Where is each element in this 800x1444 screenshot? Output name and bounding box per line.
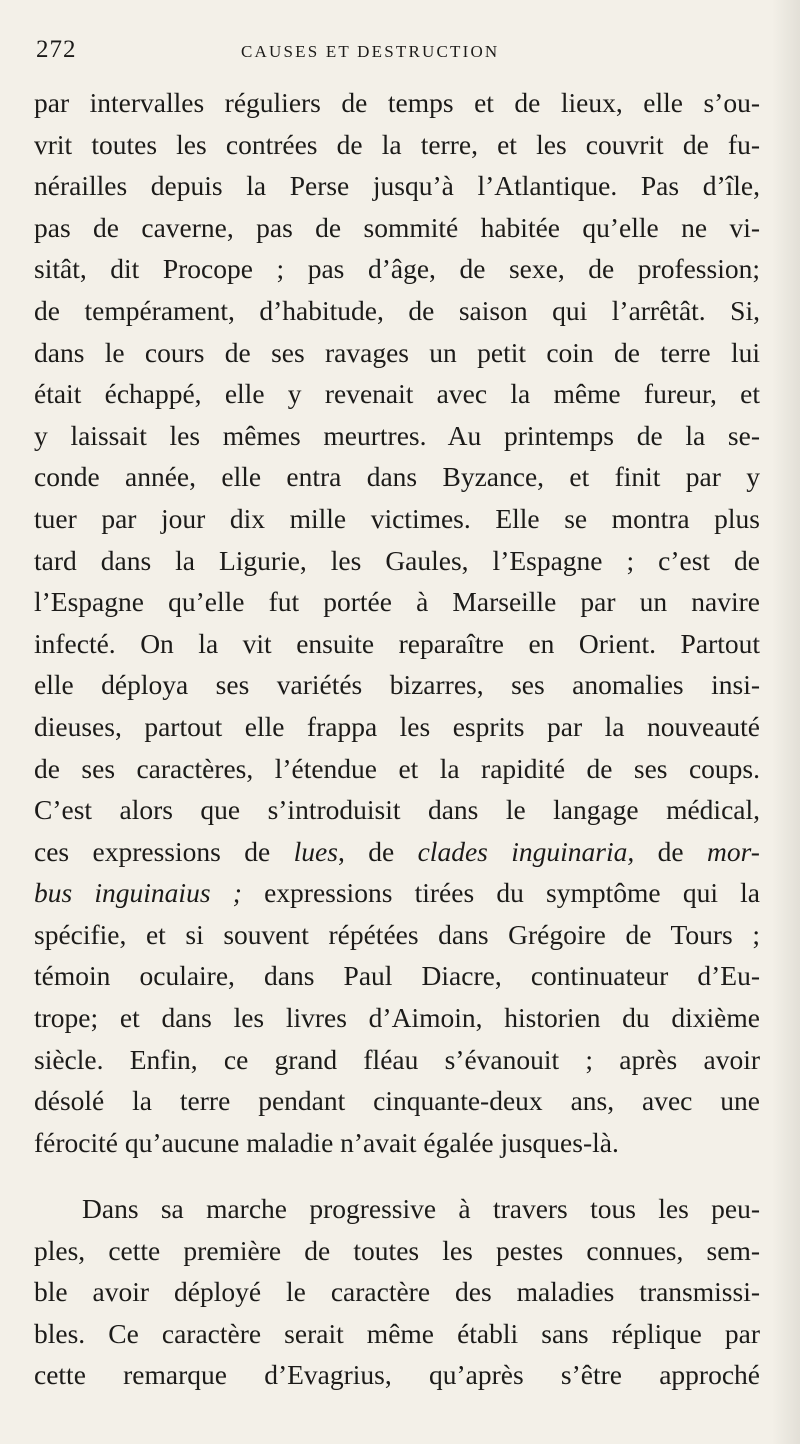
running-title: CAUSES ET DESTRUCTION	[241, 42, 500, 61]
text-line: conde année, elle entra dans Byzance, et finit par y	[34, 461, 760, 493]
text-line-mixed	[34, 831, 760, 873]
text-line: infecté. On la vit ensuite reparaître en Orient. Partout	[34, 627, 760, 659]
text-line: l’Espagne qu’elle fut portée à Marseille par un navire	[34, 586, 760, 618]
italic-term: lues	[293, 835, 338, 867]
text-line: par intervalles réguliers de temps et de lieux, elle s’ou-	[34, 87, 760, 118]
text-line: C’est alors que s’introduisit dans le langage médical,	[34, 794, 760, 826]
text-line: Dans sa marche progressive à travers tous les peu-	[82, 1193, 760, 1224]
text-line: désolé la terre pendant cinquante-deux ans, avec une	[34, 1085, 760, 1117]
italic-term: mor-	[707, 835, 760, 867]
page-header	[36, 36, 756, 66]
text-line: tuer par jour dix mille victimes. Elle se montra plus	[34, 502, 760, 534]
text-line: elle déploya ses variétés bizarres, ses anomalies insi-	[34, 669, 760, 701]
text-run: de	[634, 835, 708, 867]
paragraph-2	[34, 1188, 760, 1396]
text-line-mixed	[34, 872, 760, 914]
text-line: de ses caractères, l’étendue et la rapidité de ses coups.	[34, 752, 760, 784]
text-line: ples, cette première de toutes les pestes connues, sem-	[34, 1234, 760, 1266]
text-line: de tempérament, d’habitude, de saison qui l’arrêtât. Si,	[34, 294, 760, 326]
text-line: nérailles depuis la Perse jusqu’à l’Atlantique. Pas d’île,	[34, 170, 760, 202]
page-edge-shadow	[772, 0, 800, 1444]
text-line: ble avoir déployé le caractère des maladies transmissi-	[34, 1276, 760, 1308]
text-line: férocité qu’aucune maladie n’avait égalée jusques-là.	[34, 1126, 619, 1158]
text-line: pas de caverne, pas de sommité habitée qu’elle ne vi-	[34, 211, 760, 243]
text-line: dans le cours de ses ravages un petit coin de terre lui	[34, 336, 760, 368]
text-line: bles. Ce caractère serait même établi sans réplique par	[34, 1317, 760, 1349]
text-line: témoin oculaire, dans Paul Diacre, continuateur d’Eu-	[34, 960, 760, 992]
text-line: trope; et dans les livres d’Aimoin, historien du dixième	[34, 1002, 760, 1034]
text-line: dieuses, partout elle frappa les esprits par la nouveauté	[34, 710, 760, 742]
text-run: , de	[337, 835, 418, 867]
page-number: 272	[36, 36, 77, 63]
text-line: y laissait les mêmes meurtres. Au printemps de la se-	[34, 419, 760, 451]
text-line: sitât, dit Procope ; pas d’âge, de sexe, de profession;	[34, 253, 760, 285]
text-line: cette remarque d’Evagrius, qu’après s’être approché	[34, 1359, 760, 1391]
text-line: siècle. Enfin, ce grand fléau s’évanouit ; après avoir	[34, 1043, 760, 1075]
paragraph-1	[34, 82, 760, 1163]
text-line: était échappé, elle y revenait avec la même fureur, et	[34, 378, 760, 410]
italic-term: bus inguinaius ;	[34, 877, 242, 909]
text-line: vrit toutes les contrées de la terre, et les couvrit de fu-	[34, 128, 760, 160]
text-run: ces expressions de	[34, 835, 294, 867]
text-line: spécifie, et si souvent répétées dans Grégoire de Tours ;	[34, 918, 760, 950]
text-run: expressions tirées du symptôme qui la	[241, 877, 761, 909]
italic-term: clades inguinaria,	[417, 835, 635, 867]
text-line: tard dans la Ligurie, les Gaules, l’Espagne ; c’est de	[34, 544, 760, 576]
